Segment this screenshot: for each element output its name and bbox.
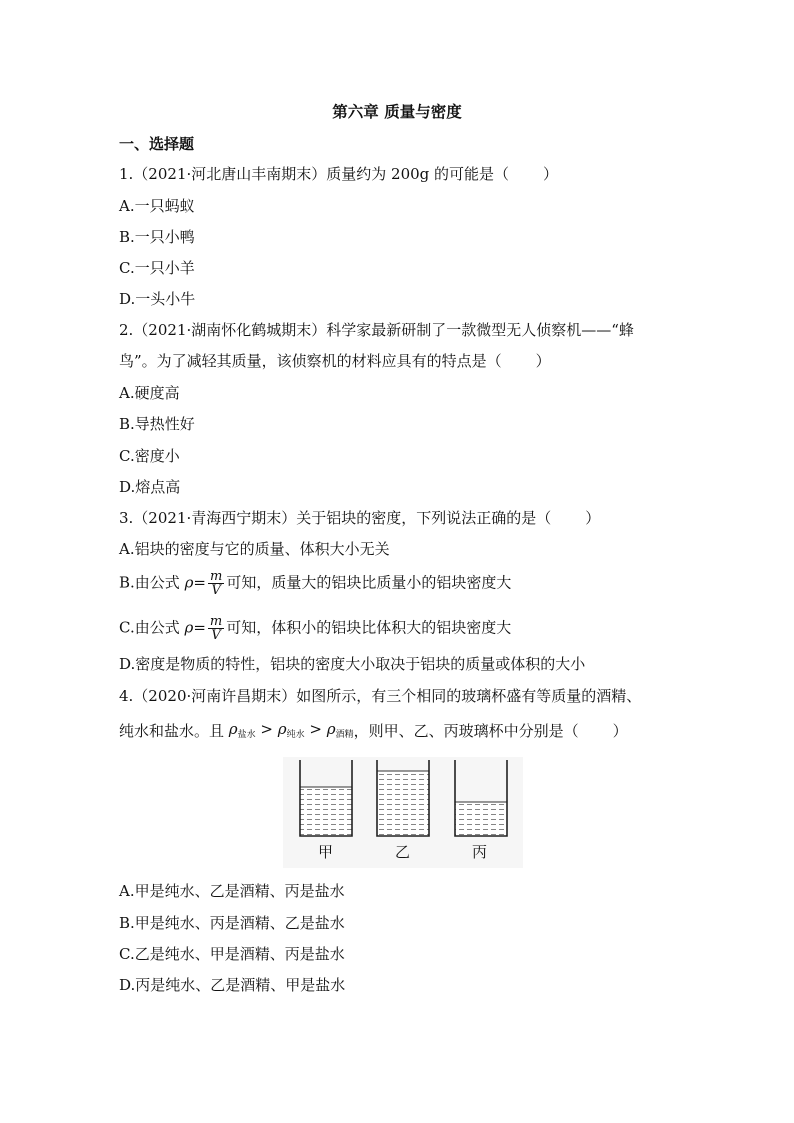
rho-symbol: ρ bbox=[184, 573, 194, 592]
beaker-jia bbox=[300, 760, 352, 836]
question-4-option-c: C.乙是纯水、甲是酒精、丙是盐水 bbox=[119, 945, 345, 963]
density-formula bbox=[185, 570, 227, 597]
rho-symbol: ρ bbox=[326, 720, 336, 738]
question-1-close: ） bbox=[543, 165, 559, 183]
rho-symbol: ρ bbox=[277, 720, 287, 738]
question-2-option-c: C.密度小 bbox=[119, 447, 180, 465]
fraction bbox=[208, 570, 224, 597]
question-2-option-b: B.导热性好 bbox=[119, 415, 195, 433]
question-3-option-a: A.铝块的密度与它的质量、体积大小无关 bbox=[119, 540, 390, 558]
beaker-label-yi: 乙 bbox=[395, 843, 411, 861]
chapter-title: 第六章 质量与密度 bbox=[332, 102, 462, 121]
question-1-option-d: D.一头小牛 bbox=[119, 290, 196, 308]
beakers-figure bbox=[283, 757, 523, 868]
greater-than: > bbox=[309, 720, 322, 738]
question-2-close: ） bbox=[535, 352, 551, 370]
question-1-option-a: A.一只蚂蚁 bbox=[119, 197, 195, 215]
option-c-prefix: C.由公式 bbox=[119, 618, 180, 637]
greater-than: > bbox=[260, 720, 273, 738]
question-1-text: 1.（2021·河北唐山丰南期末）质量约为 200g 的可能是（ bbox=[119, 165, 510, 183]
question-4-option-d: D.丙是纯水、乙是酒精、甲是盐水 bbox=[119, 976, 346, 994]
question-4-stem-line1: 4.（2020·河南许昌期末）如图所示，有三个相同的玻璃杯盛有等质量的酒精、 bbox=[119, 687, 642, 705]
question-3-stem bbox=[119, 507, 600, 529]
density-formula bbox=[185, 615, 227, 642]
question-4-option-b: B.甲是纯水、丙是酒精、乙是盐水 bbox=[119, 914, 345, 932]
question-4-close: ） bbox=[612, 722, 628, 740]
question-2-option-a: A.硬度高 bbox=[119, 384, 180, 402]
question-3-close: ） bbox=[585, 509, 601, 527]
equals-sign: = bbox=[193, 618, 206, 637]
question-3-option-d: D.密度是物质的特性，铝块的密度大小取决于铝块的质量或体积的大小 bbox=[119, 655, 586, 673]
question-2-text: 鸟”。为了减轻其质量，该侦察机的材料应具有的特点是（ bbox=[119, 352, 502, 370]
question-3-option-c bbox=[119, 615, 511, 642]
numerator: m bbox=[209, 569, 223, 584]
beaker-label-bing: 丙 bbox=[472, 843, 488, 861]
question-3-text: 3.（2021·青海西宁期末）关于铝块的密度，下列说法正确的是（ bbox=[119, 509, 552, 527]
question-4-suffix: ，则甲、乙、丙玻璃杯中分别是（ bbox=[353, 722, 579, 740]
denominator: V bbox=[211, 583, 221, 598]
question-1-stem bbox=[119, 163, 558, 185]
option-b-prefix: B.由公式 bbox=[119, 573, 180, 592]
question-1-option-c: C.一只小羊 bbox=[119, 259, 195, 277]
question-1-option-b: B.一只小鸭 bbox=[119, 228, 195, 246]
subscript-pure-water: 纯水 bbox=[286, 730, 305, 740]
subscript-salt-water: 盐水 bbox=[237, 730, 256, 740]
beaker-yi bbox=[377, 760, 429, 836]
section-heading: 一、选择题 bbox=[119, 135, 195, 153]
question-2-option-d: D.熔点高 bbox=[119, 478, 181, 496]
question-3-option-b bbox=[119, 570, 511, 597]
beaker-bing bbox=[455, 760, 507, 836]
question-4-option-a: A.甲是纯水、乙是酒精、丙是盐水 bbox=[119, 882, 345, 900]
fraction bbox=[208, 615, 224, 642]
question-4-stem-line2 bbox=[119, 718, 628, 746]
beaker-label-jia: 甲 bbox=[318, 843, 334, 861]
subscript-alcohol: 酒精 bbox=[335, 730, 354, 740]
density-inequality bbox=[229, 718, 354, 746]
question-4-prefix: 纯水和盐水。且 bbox=[119, 722, 225, 740]
rho-symbol: ρ bbox=[228, 720, 238, 738]
option-b-suffix: 可知，质量大的铝块比质量小的铝块密度大 bbox=[226, 573, 512, 592]
option-c-suffix: 可知，体积小的铝块比体积大的铝块密度大 bbox=[226, 618, 512, 637]
equals-sign: = bbox=[193, 573, 206, 592]
rho-symbol: ρ bbox=[184, 618, 194, 637]
question-2-stem-line2 bbox=[119, 350, 551, 372]
numerator: m bbox=[209, 614, 223, 629]
question-2-stem-line1: 2.（2021·湖南怀化鹤城期末）科学家最新研制了一款微型无人侦察机——“蜂 bbox=[119, 321, 634, 339]
denominator: V bbox=[211, 628, 221, 643]
